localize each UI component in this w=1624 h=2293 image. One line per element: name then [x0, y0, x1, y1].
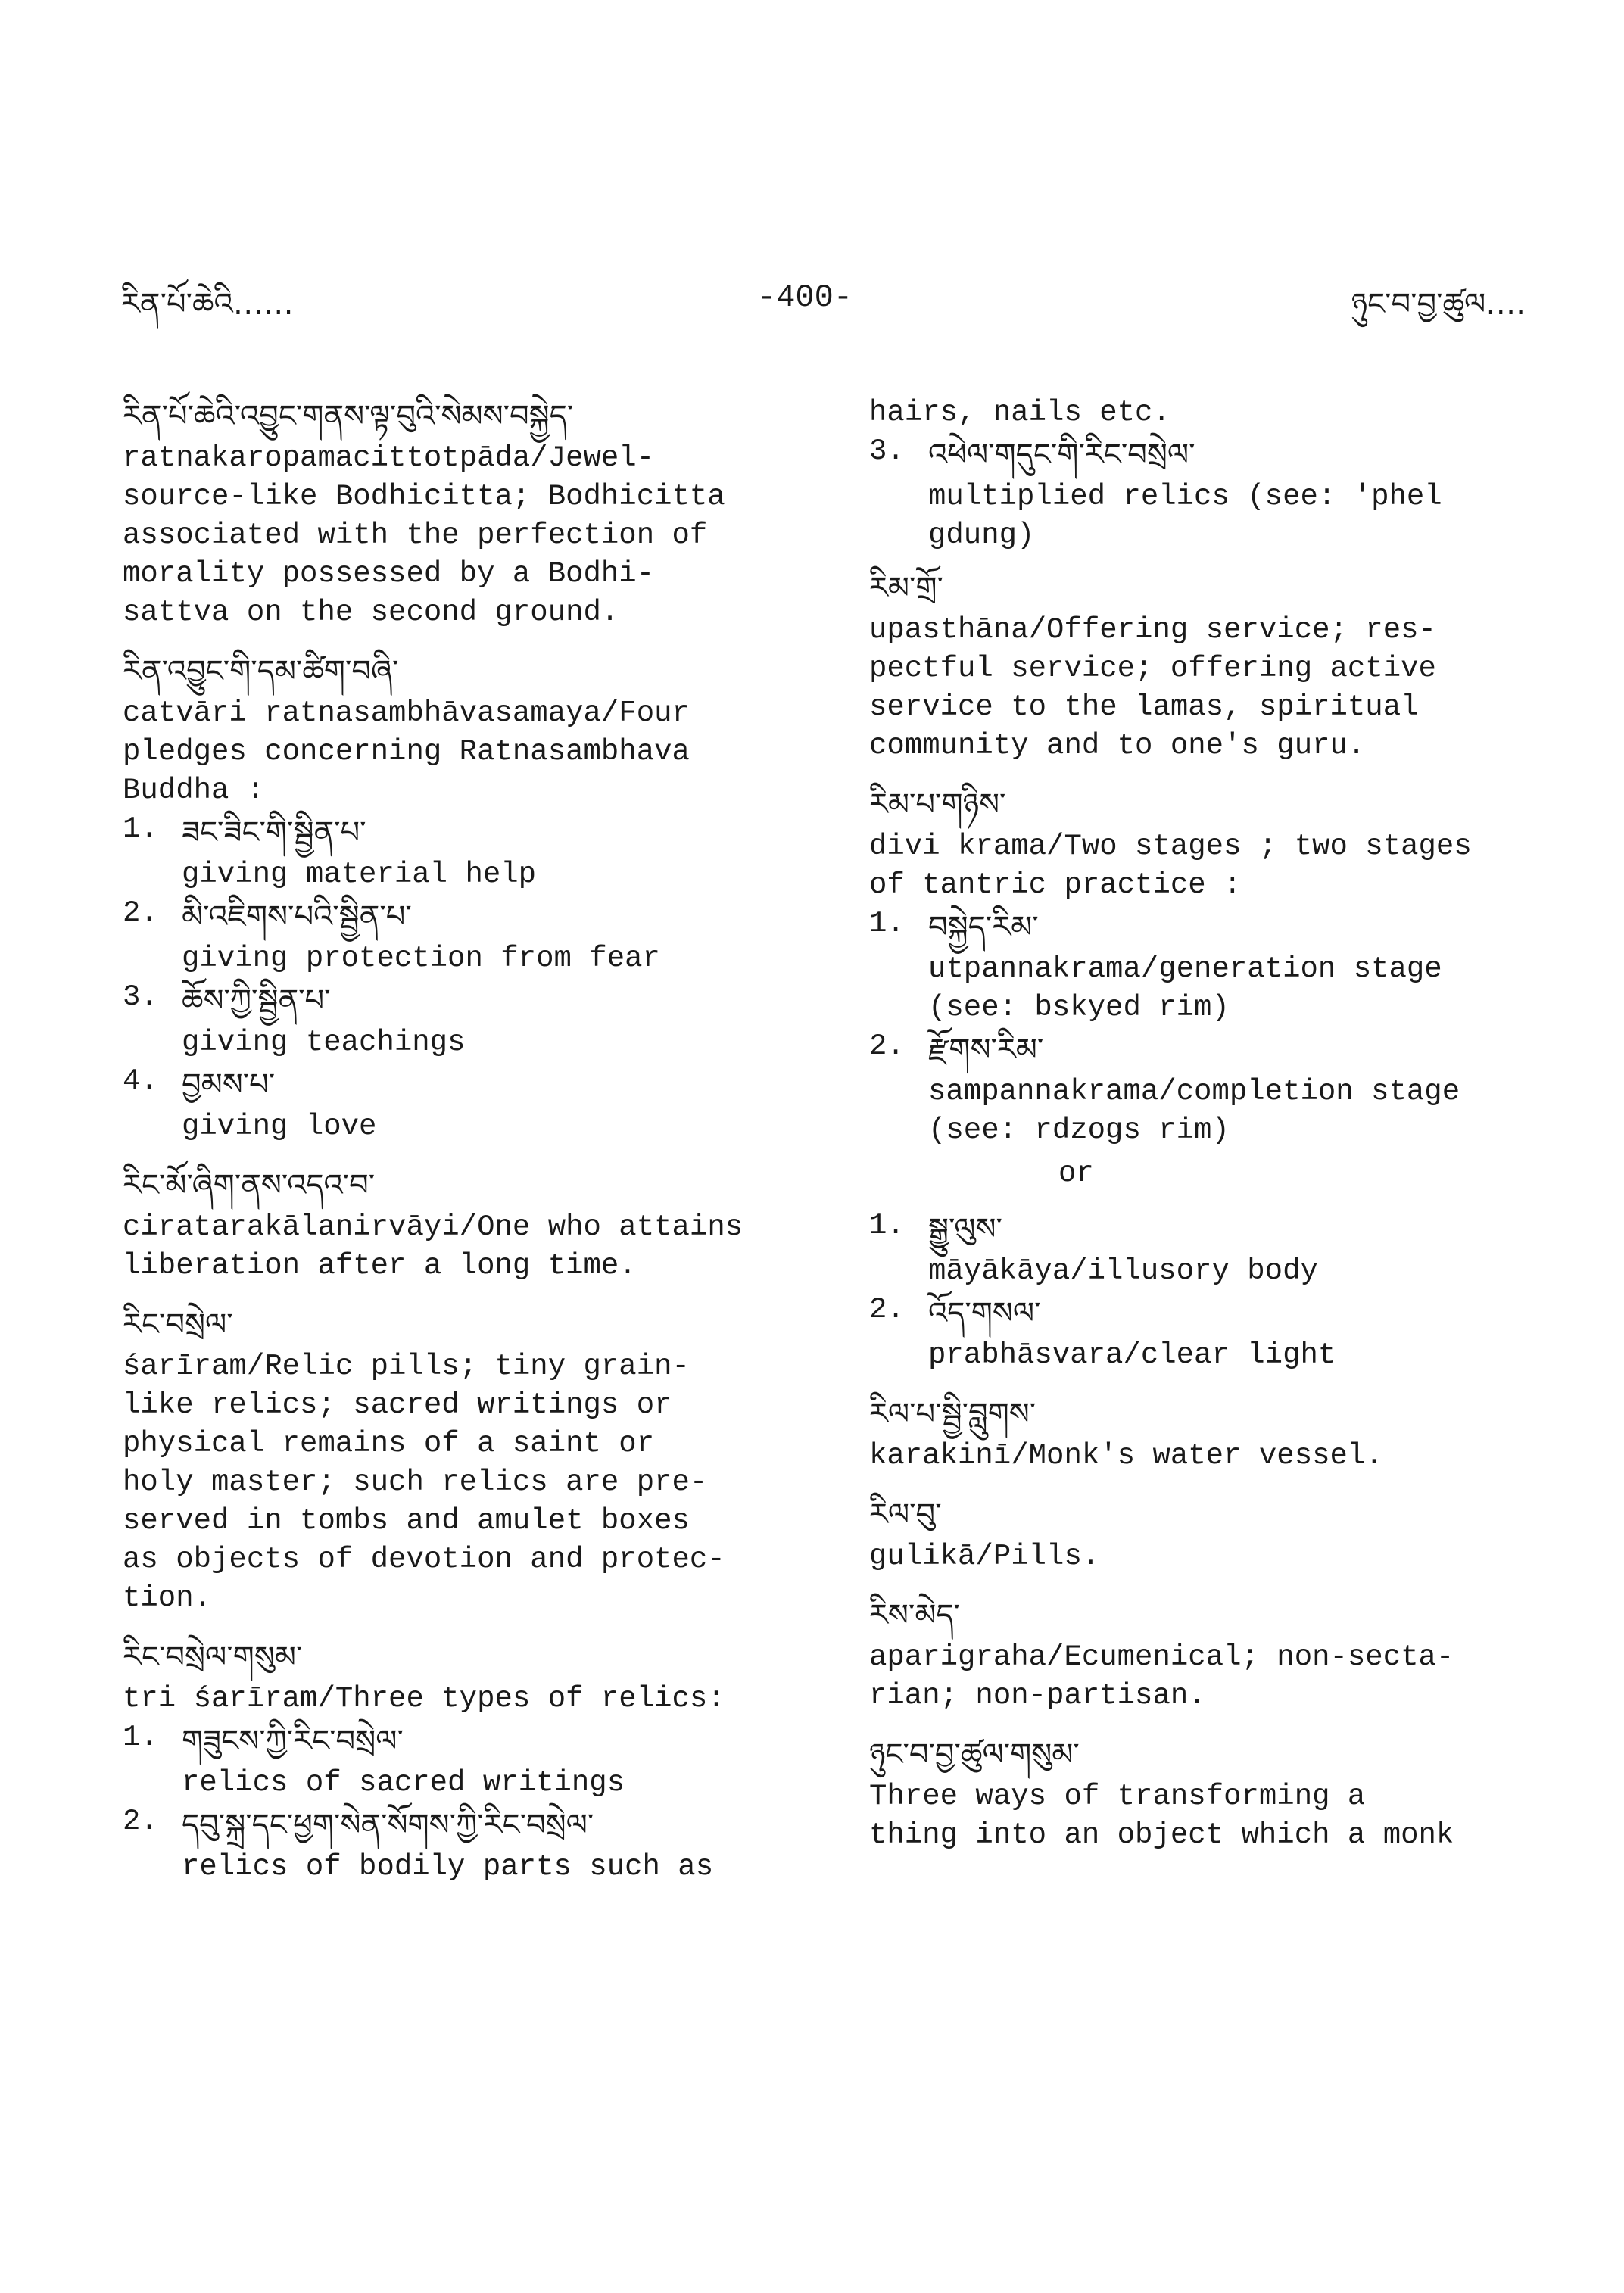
item-number: 1. — [869, 1209, 905, 1242]
left-column — [123, 394, 804, 1903]
dictionary-entry — [123, 1163, 804, 1285]
running-head-left: རིན་པོ་ཆེའི…… — [121, 287, 294, 322]
dictionary-entry — [869, 1732, 1551, 1855]
dictionary-entry — [123, 394, 804, 632]
entry-headword: རིན་པོ་ཆེའི་འབྱུང་གནས་ལྟ་བུའི་སེམས་བསྐྱེད་ — [123, 399, 574, 434]
item-english: māyākāya/illusory body — [928, 1254, 1318, 1288]
entry-headword: རིན་འབྱུང་གི་དམ་ཚིག་བཞི་ — [123, 654, 399, 689]
continued-text: hairs, nails etc. — [869, 396, 1170, 429]
entry-definition: ciratarakālanirvāyi/One who attains liberation after a long time. — [123, 1210, 743, 1282]
item-english: giving material help — [182, 858, 537, 891]
item-number: 2. — [869, 1293, 905, 1326]
item-number: 3. — [123, 980, 158, 1014]
item-tibetan: འཕེལ་གདུང་གི་རིང་བསྲེལ་ — [928, 438, 1195, 472]
dictionary-entry — [123, 1302, 804, 1618]
list-item — [123, 810, 804, 894]
dictionary-entry — [123, 1634, 804, 1886]
dictionary-entry — [869, 1593, 1551, 1715]
list-item — [869, 1027, 1551, 1150]
item-english: prabhāsvara/clear light — [928, 1338, 1336, 1372]
item-tibetan: ཆོས་ཀྱི་སྦྱིན་པ་ — [182, 983, 331, 1018]
item-tibetan: སྒྱུ་ལུས་ — [928, 1212, 1002, 1247]
list-item — [869, 1291, 1551, 1375]
entry-definition: gulikā/Pills. — [869, 1540, 1100, 1573]
item-number: 4. — [123, 1064, 158, 1098]
item-tibetan: འོད་གསལ་ — [928, 1296, 1041, 1331]
entry-headword: རིང་བསྲེལ་གསུམ་ — [123, 1640, 303, 1675]
dictionary-entry — [869, 782, 1551, 1375]
item-number: 2. — [869, 1030, 905, 1063]
item-tibetan: རྫོགས་རིམ་ — [928, 1033, 1044, 1067]
item-tibetan: བསྐྱེད་རིམ་ — [928, 910, 1039, 945]
list-item — [123, 978, 804, 1062]
item-number: 2. — [123, 896, 158, 930]
entry-headword: རིམ་གྲོ་ — [869, 571, 943, 606]
entry-headword: རིང་བསྲེལ་ — [123, 1307, 233, 1342]
list-item — [869, 432, 1551, 555]
item-tibetan: བྱམས་པ་ — [182, 1067, 276, 1102]
dictionary-entry — [123, 649, 804, 1146]
entry-headword: རིལ་པ་སྦྱི་བླུགས་ — [869, 1397, 1036, 1432]
item-number: 3. — [869, 435, 905, 468]
list-item — [123, 1802, 804, 1886]
item-english: multiplied relics (see: 'phel gdung) — [928, 480, 1442, 552]
item-english: relics of sacred writings — [182, 1766, 625, 1799]
item-english: sampannakrama/completion stage (see: rdzogs rim) — [928, 1075, 1460, 1147]
item-english: giving protection from fear — [182, 942, 660, 975]
entry-headword: རིམ་པ་གཉིས་ — [869, 787, 1006, 822]
entry-definition: catvāri ratnasambhāvasamaya/Four pledges concerning Ratnasambhava Buddha : — [123, 696, 690, 807]
dictionary-entry — [869, 565, 1551, 765]
item-english: giving love — [182, 1110, 377, 1143]
right-column — [869, 394, 1551, 1871]
item-number: 2. — [123, 1805, 158, 1838]
entry-headword: ཉུང་བ་བྱ་ཚུལ་གསུམ་ — [869, 1737, 1080, 1772]
item-tibetan: གཟུངས་ཀྱི་རིང་བསྲེལ་ — [182, 1724, 404, 1759]
item-number: 1. — [123, 1721, 158, 1754]
entry-definition: ratnakaropamacittotpāda/Jewel- source-like Bodhicitta; Bodhicitta associated with the perfection of morality possessed by a Bodhi- sattva on the second ground. — [123, 441, 725, 629]
item-number: 1. — [123, 812, 158, 846]
dictionary-entry — [869, 1391, 1551, 1475]
item-tibetan: དབུ་སྐྲ་དང་ཕྱག་སེན་སོགས་ཀྱི་རིང་བསྲེལ་ — [182, 1808, 594, 1843]
entry-headword: རིང་མོ་ཞིག་ནས་འདའ་བ་ — [123, 1168, 376, 1203]
list-item — [869, 1207, 1551, 1291]
list-item — [123, 894, 804, 978]
item-english: utpannakrama/generation stage (see: bskyed rim) — [928, 952, 1442, 1024]
entry-headword: རིལ་བུ་ — [869, 1497, 942, 1532]
entry-definition: aparigraha/Ecumenical; non-secta- rian; non-partisan. — [869, 1640, 1454, 1712]
item-english: relics of bodily parts such as — [182, 1850, 714, 1883]
running-head-right: ཉུང་བ་བྱ་ཚུལ…. — [1351, 287, 1526, 322]
dictionary-entry-continued — [869, 394, 1551, 555]
entry-definition: upasthāna/Offering service; res- pectful service; offering active service to the lamas, spiritual community and to one's guru. — [869, 613, 1436, 762]
list-item — [869, 905, 1551, 1027]
entry-headword: རིས་མེད་ — [869, 1598, 960, 1633]
page-number: -400- — [757, 279, 853, 316]
entry-definition: karakinī/Monk's water vessel. — [869, 1439, 1383, 1472]
entry-definition: śarīram/Relic pills; tiny grain- like relics; sacred writings or physical remains of a saint or holy master; such relics are pre- served in tombs and amulet boxes as objects of devotion and protec- tion. — [123, 1350, 725, 1615]
list-item — [123, 1062, 804, 1146]
list-item — [123, 1718, 804, 1802]
entry-definition: tri śarīram/Three types of relics: — [123, 1682, 725, 1715]
item-tibetan: ཟང་ཟིང་གི་སྦྱིན་པ་ — [182, 815, 366, 850]
entry-definition: Three ways of transforming a thing into an object which a monk — [869, 1780, 1454, 1852]
or-separator: or — [1058, 1157, 1094, 1190]
entry-definition: divi krama/Two stages ; two stages of tantric practice : — [869, 830, 1472, 902]
item-english: giving teachings — [182, 1026, 466, 1059]
dictionary-entry — [869, 1492, 1551, 1576]
item-number: 1. — [869, 907, 905, 940]
item-tibetan: མི་འཇིགས་པའི་སྦྱིན་པ་ — [182, 899, 412, 934]
